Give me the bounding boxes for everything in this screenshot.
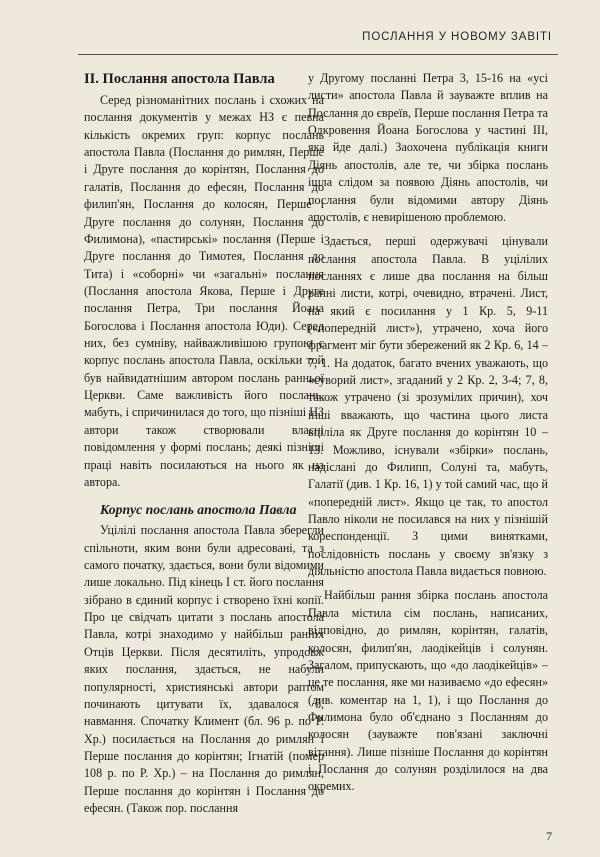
running-head: ПОСЛАННЯ У НОВОМУ ЗАВІТІ: [362, 31, 552, 43]
subsection-title: Корпус послань апостола Павла: [100, 502, 297, 518]
paragraph: Серед різноманітних послань і схожих на послання документів у межах НЗ є певна кількість окремих груп: корпус послань апостола Павла (Послання до римлян, Перше і Друге послання до корінтян, Послання до галатів, Послання до ефесян, Послання до филип'ян, Послання до колосян, Перше і Друге послання до солунян, Послання до Филимона), «пастирські» послання (Перше і Друге послання до Тимотея, Послання до Тита) і «соборні» чи «загальні» послання (Послання апостола Якова, Перше і Друге послання Петра, Три послання Йоана Богослова і Послання апостола Юди). Серед них, без сумніву, найважливішою групою є корпус послань апостола Павла, оскільки той був найвидатнішим автором послань ранньої Церкви. Саме важливість його послань, мабуть, і спричинилася до того, що пізніші НЗ автори також створювали власні повідомлення у формі послань; деякі пізніші праці навіть посилаються на нього як на автора.: [84, 93, 324, 489]
paragraph: Здається, перші одержувачі цінували послання апостола Павла. В уцілілих посланнях є лише два послання на більш ранні листи, котрі, очевидно, втрачені. Лист, на який є посилання у 1 Кр. 5, 9-11 («попередній лист»), утрачено, хоча його фрагмент міг бути збережений як 2 Кр. 6, 14 – 7, 1. На додаток, багато вчених уважають, що «суворий лист», згаданий у 2 Кр. 2, 3-4; 7, 8, також утрачено (зі зрозумілих причин), хоч інші вважають, що частина цього листа вціліла як Друге послання до корінтян 10 – 13. Можливо, існували «збірки» послань, надіслані до Филипп, Солуні та, мабуть, Галатії (див. 1 Кр. 16, 1) у той самий час, що й «попередній лист». Якщо це так, то апостол Павло ніколи не посилався на них у пізнішій кореспонденції. З цими винятками, послідовність послань у своєму зв'язку з діяльністю апостола Павла видається повною.: [308, 234, 548, 579]
paragraph: Уцілілі послання апостола Павла зберегли спільноти, яким вони були адресовані, та з самого початку, здається, вони були відомими лише локально. Під кінець I ст. його послання зібрано в єдиний корпус і створено їхні копії. Про це свідчать цитати з послань апостола Павла, котрі знаходимо у найбільш ранніх Отців Церкви. Після десятиліть, упродовж яких послання, здається, не набули популярності, християнські автори раптом починають цитувати їх, здавалося б, навмання. Спочатку Климент (бл. 96 р. по Р. Хр.) посилається на Послання до римлян і Перше послання до корінтян; Ігнатій (помер 108 р. по Р. Хр.) – на Послання до римлян, Перше послання до корінтян і Послання до ефесян. (Також пор. послання: [84, 523, 324, 816]
section-title: II. Послання апостола Павла: [84, 71, 275, 87]
left-column: [84, 70, 324, 817]
page-number: 7: [546, 829, 552, 843]
header-rule: [78, 54, 558, 55]
paragraph: Найбільш рання збірка послань апостола Павла містила сім послань, написаних, відповідно, до римлян, корінтян, галатів, колосян, филип'ян, лаодікейців і солунян. Загалом, припускають, що «до лаодікейців» – це те послання, яке ми називаємо «до ефесян» (див. коментар на 1, 1), і що Послання до Филимона було об'єднано з Посланням до колосян (зауважте пов'язані заключні вітання). Лише пізніше Послання до корінтян і Послання до солунян розділилося на два окремих.: [308, 588, 548, 794]
paragraph: у Другому посланні Петра 3, 15-16 на «усі листи» апостола Павла й зауважте вплив на Послання до євреїв, Перше послання Петра та Одкровення Йоана Богослова у частині III, яка йде далі.) Заохочена публікація книги Діянь апостолів, але те, чи збірка послань ішла слідом за появою Діянь апостолів, чи послання були відомими автору Діянь апостолів, є невирішеною проблемою.: [308, 71, 548, 224]
right-column: [308, 70, 548, 796]
